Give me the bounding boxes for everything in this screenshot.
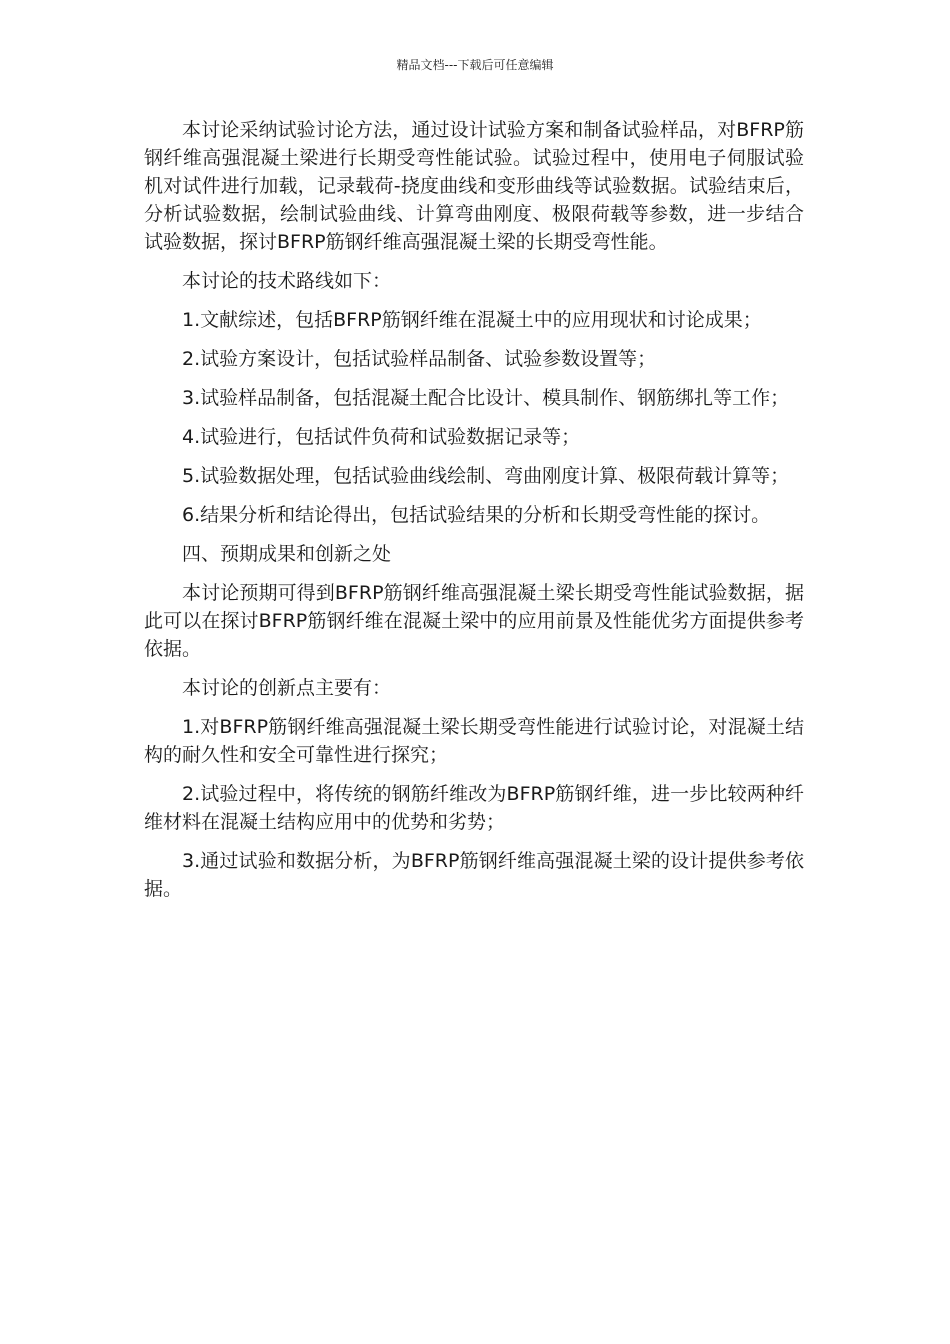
- paragraph-innovation-intro: 本讨论的创新点主要有：: [182, 677, 392, 699]
- paragraph-expected-results: 本讨论预期可得到BFRP筋钢纤维高强混凝土梁长期受弯性能试验数据，据此可以在探讨BFRP筋钢纤维在混凝土梁中的应用前景及性能优劣方面提供参考依据。: [144, 582, 804, 660]
- document-body: [144, 116, 804, 914]
- list-item-route-4: 4.试验进行，包括试件负荷和试验数据记录等；: [182, 426, 581, 448]
- paragraph-method: 本讨论采纳试验讨论方法，通过设计试验方案和制备试验样品，对BFRP筋钢纤维高强混凝土梁进行长期受弯性能试验。试验过程中，使用电子伺服试验机对试件进行加载，记录载荷-挠度曲线和变形曲线等试验数据。试验结束后，分析试验数据，绘制试验曲线、计算弯曲刚度、极限荷载等参数，进一步结合试验数据，探讨BFRP筋钢纤维高强混凝土梁的长期受弯性能。: [144, 119, 804, 253]
- list-item-route-2: 2.试验方案设计，包括试验样品制备、试验参数设置等；: [182, 348, 657, 370]
- list-item-route-1: 1.文献综述，包括BFRP筋钢纤维在混凝土中的应用现状和讨论成果；: [182, 309, 762, 331]
- list-item-innovation-3: 3.通过试验和数据分析，为BFRP筋钢纤维高强混凝土梁的设计提供参考依据。: [144, 850, 804, 900]
- paragraph-route-intro: 本讨论的技术路线如下：: [182, 270, 392, 292]
- section-heading-expected-results: 四、预期成果和创新之处: [182, 543, 392, 565]
- list-item-route-6: 6.结果分析和结论得出，包括试验结果的分析和长期受弯性能的探讨。: [182, 504, 771, 526]
- page-header: 精品文档---下载后可任意编辑: [396, 58, 554, 72]
- list-item-route-5: 5.试验数据处理，包括试验曲线绘制、弯曲刚度计算、极限荷载计算等；: [182, 465, 790, 487]
- list-item-innovation-2: 2.试验过程中，将传统的钢筋纤维改为BFRP筋钢纤维，进一步比较两种纤维材料在混凝土结构应用中的优势和劣势；: [144, 783, 804, 833]
- list-item-innovation-1: 1.对BFRP筋钢纤维高强混凝土梁长期受弯性能进行试验讨论，对混凝土结构的耐久性和安全可靠性进行探究；: [144, 716, 804, 766]
- list-item-route-3: 3.试验样品制备，包括混凝土配合比设计、模具制作、钢筋绑扎等工作；: [182, 387, 790, 409]
